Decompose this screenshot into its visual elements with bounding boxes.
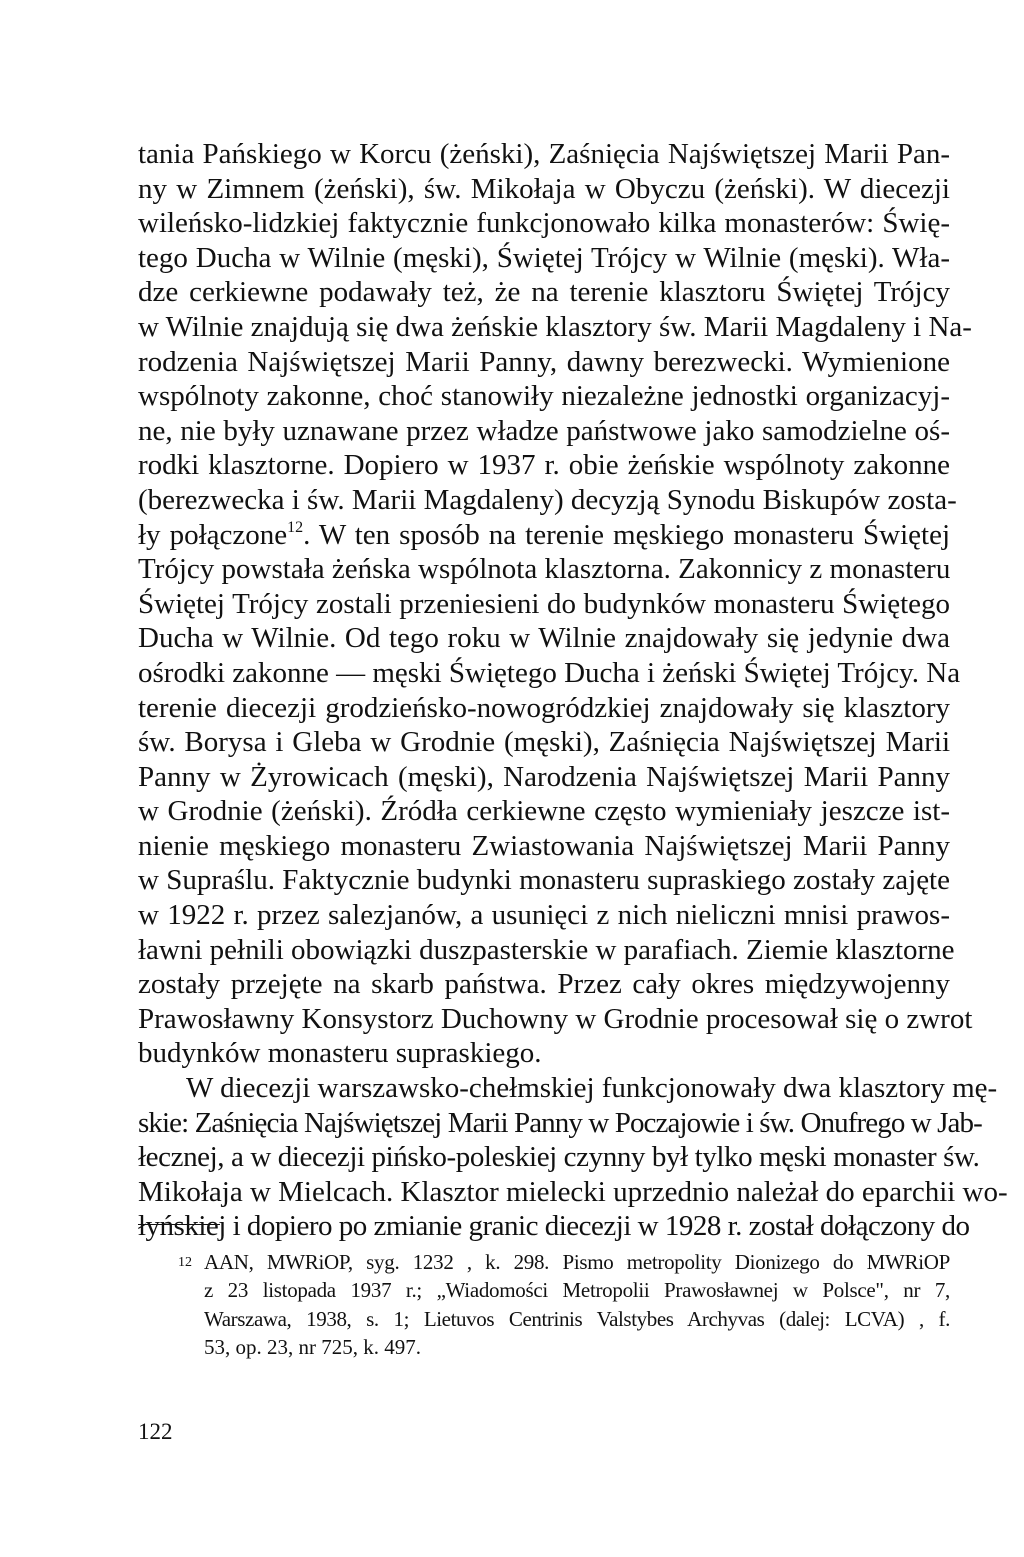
footnote-divider	[138, 1224, 220, 1225]
paragraph-first-line: W diecezji warszawsko-chełmskiej funkcjonowały dwa klasztory mę-	[186, 1072, 998, 1105]
text-line: ławni pełnili obowiązki duszpasterskie w parafiach. Ziemie klasztorne	[138, 933, 955, 966]
footnote-reference: 12	[287, 518, 304, 536]
text-line: wileńsko-lidzkiej faktycznie funkcjonowało kilka monasterów: Świę-	[138, 207, 950, 240]
text-line: dze cerkiewne podawały też, że na terenie klasztoru Świętej Trójcy	[138, 276, 950, 309]
text-line: ne, nie były uznawane przez władze państwowe jako samodzielne oś-	[138, 414, 950, 447]
text-line: św. Borysa i Gleba w Grodnie (męski), Zaśnięcia Najświętszej Marii	[138, 726, 950, 759]
text-line: Mikołaja w Mielcach. Klasztor mielecki uprzednio należał do eparchii wo-	[138, 1175, 1008, 1208]
text-line: Świętej Trójcy zostali przeniesieni do budynków monasteru Świętego	[138, 587, 950, 620]
text-line: łyńskiej i dopiero po zmianie granic diecezji w 1928 r. został dołączony do	[138, 1210, 970, 1243]
text-line: Panny w Żyrowicach (męski), Narodzenia Najświętszej Marii Panny	[138, 760, 950, 793]
text-segment: W ten sposób na terenie męskiego monasteru Świętej	[318, 518, 950, 551]
paragraph-last-line: budynków monasteru supraskiego.	[138, 1037, 542, 1070]
footnote-line: 53, op. 23, nr 725, k. 497.	[204, 1335, 421, 1360]
text-line: w Grodnie (żeński). Źródła cerkiewne często wymieniały jeszcze ist-	[138, 795, 950, 828]
text-line: w Wilnie znajdują się dwa żeńskie klasztory św. Marii Magdaleny i Na-	[138, 310, 972, 343]
page-number: 122	[138, 1419, 173, 1444]
footnote-line: Warszawa, 1938, s. 1; Lietuvos Centrinis Valstybes Archyvas (dalej: LCVA) , f.	[204, 1306, 950, 1331]
text-line: Ducha w Wilnie. Od tego roku w Wilnie znajdowały się jedynie dwa	[138, 622, 950, 655]
text-line: łecznej, a w diecezji pińsko-poleskiej czynny był tylko męski monaster św.	[138, 1141, 980, 1174]
text-line: Prawosławny Konsystorz Duchowny w Grodnie procesował się o zwrot	[138, 1002, 973, 1035]
text-line: terenie diecezji grodzieńsko-nowogródzkiej znajdowały się klasztory	[138, 691, 950, 724]
text-line: w 1922 r. przez salezjanów, a usunięci z nich nieliczni mnisi prawos-	[138, 899, 950, 932]
text-line: tego Ducha w Wilnie (męski), Świętej Trójcy w Wilnie (męski). Wła-	[138, 241, 950, 274]
text-line-with-footnote-ref: ły połączone$^{12}$. W ten sposób na terenie męskiego monasteru Świętej	[138, 518, 950, 551]
text-line: nienie męskiego monasteru Zwiastowania Najświętszej Marii Panny	[138, 829, 950, 862]
text-segment: ły połączone	[138, 518, 288, 551]
text-line: zostały przejęte na skarb państwa. Przez cały okres międzywojenny	[138, 968, 950, 1001]
text-line: w Supraślu. Faktycznie budynki monasteru supraskiego zostały zajęte	[138, 864, 950, 897]
text-line: (berezwecka i św. Marii Magdaleny) decyzją Synodu Biskupów zosta-	[138, 483, 957, 516]
text-line: skie: Zaśnięcia Najświętszej Marii Panny w Poczajowie i św. Onufrego w Jab-	[138, 1106, 982, 1139]
footnote-line: AAN, MWRiOP, syg. 1232 , k. 298. Pismo metropolity Dionizego do MWRiOP	[204, 1250, 950, 1274]
text-line: ośrodki zakonne — męski Świętego Ducha i żeński Świętej Trójcy. Na	[138, 656, 961, 689]
text-line: tania Pańskiego w Korcu (żeński), Zaśnięcia Najświętszej Marii Pan-	[138, 138, 950, 170]
text-line: Trójcy powstała żeńska wspólnota klasztorna. Zakonnicy z monasteru	[138, 553, 951, 586]
main-text	[138, 137, 1008, 1244]
footnote-number: 12	[178, 1255, 192, 1270]
footnote-line: z 23 listopada 1937 r.; „Wiadomości Metropolii Prawosławnej w Polsce", nr 7,	[204, 1278, 950, 1303]
text-line: rodzenia Najświętszej Marii Panny, dawny berezwecki. Wymienione	[138, 345, 950, 378]
text-line: rodki klasztorne. Dopiero w 1937 r. obie żeńskie wspólnoty zakonne	[138, 449, 950, 482]
text-line: ny w Zimnem (żeński), św. Mikołaja w Obyczu (żeński). W diecezji	[138, 172, 950, 205]
footnote-block	[138, 1248, 950, 1362]
text-line: wspólnoty zakonne, choć stanowiły niezależne jednostki organizacyj-	[138, 380, 950, 413]
